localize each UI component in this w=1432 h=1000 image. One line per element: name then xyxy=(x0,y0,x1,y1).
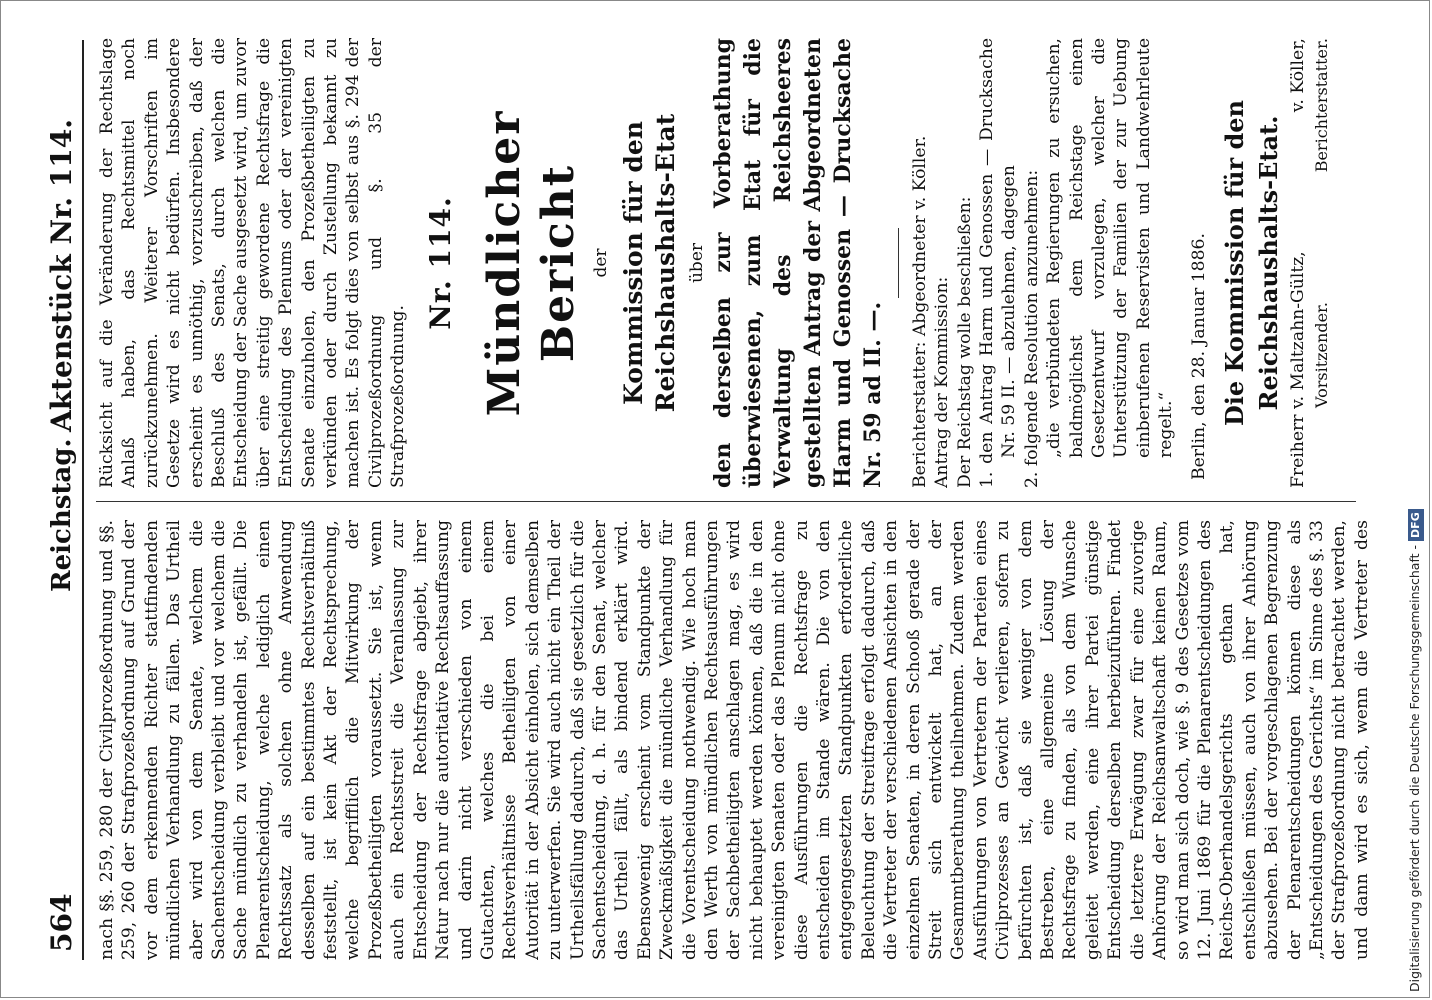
report-subject: den derselben zur Vorberathung überwiesenen, zum Etat für die Verwaltung des Reichsheeres gestellten Antrag der Abgeordneten Harm und Genossen — Drucksache Nr. 59 ad II. —. xyxy=(709,38,886,488)
motion-item-1: 1. den Antrag Harm und Genossen — Drucksache Nr. 59 II. — abzulehnen, dagegen xyxy=(976,38,1020,488)
resolution-text: „die verbündeten Regierungen zu ersuchen, baldmöglichst dem Reichstage einen Gesetzentwurf vorzulegen, welcher die Unterstützung der Familien der zur Uebung einberufenen Reservisten und Landwehrleute regelt.“ xyxy=(1044,38,1177,458)
header-aktenstueck: Aktenstück xyxy=(45,254,78,432)
report-number: Nr. 114. xyxy=(423,196,457,330)
chair-name: Freiherr v. Maltzahn-Gültz, xyxy=(1287,251,1308,488)
dfg-note-text: Digitalisierung gefördert durch die Deutsche Forschungsgemeinschaft - xyxy=(1407,544,1422,992)
word-der: der xyxy=(590,248,611,278)
column-divider xyxy=(96,501,1356,502)
report-title-block xyxy=(424,38,708,488)
section-rule xyxy=(898,228,899,298)
commission-title: Kommission für den Reichshaushalts-Etat xyxy=(618,113,680,413)
right-column xyxy=(96,38,1376,488)
header-source: Reichstag. xyxy=(47,438,77,592)
dfg-side-note xyxy=(1406,509,1424,992)
date-line: Berlin, den 28. Januar 1886. xyxy=(1188,233,1209,480)
motion-heading: Antrag der Kommission: xyxy=(932,276,953,488)
header-rule xyxy=(82,40,84,960)
motion-lead: Der Reichstag wolle beschließen: xyxy=(954,196,975,488)
word-ueber: über xyxy=(686,242,707,284)
rapporteur-line: Berichterstatter: Abgeordneter v. Köller. xyxy=(909,135,930,488)
header-document-number: Nr. 114. xyxy=(45,119,78,245)
motion-item-2: 2. folgende Resolution anzunehmen: xyxy=(1021,169,1042,488)
chair-signature xyxy=(1286,251,1334,488)
page-number: 564 xyxy=(45,893,78,952)
rapporteur-name: v. Köller, xyxy=(1287,38,1308,113)
left-paragraph-1: nach §§. 259, 280 der Civilprozeßordnung und §§. 259, 260 der Strafprozeßordnung auf Grund der vor dem erkennenden Richter stattfindenden mündlichen Verhandlung zu fällen. Das Urtheil aber wird von dem Senate, welchem die Sachentscheidung verbleibt und vor welchem die Sache mündlich zu verhandeln ist, gefällt. Die Plenarentscheidung, welche lediglich einen Rechtssatz als solchen ohne Anwendung desselben auf ein bestimmtes Rechtsverhältniß feststellt, ist kein Akt der Rechtsprechung, welche begrifflich die Mitwirkung der Prozeßbetheiligten voraussetzt. Sie ist, wenn auch ein Rechtsstreit die Veranlassung zur Entscheidung der Rechtsfrage abgiebt, ihrer Natur nach nur die autoritative Rechtsauffassung und darin nicht verschieden von einem Gutachten, welches die bei einem Rechtsverhältnisse Betheiligten von einer Autorität in der Absicht einholen, sich demselben zu unterwerfen. Sie wird auch nicht ein Theil der Urtheilsfällung dadurch, daß sie gesetzlich für die Sachentscheidung, d. h. für den Senat, welcher das Urtheil fällt, als bindend erklärt wird. Ebensowenig erscheint vom Standpunkte der Zweckmäßigkeit die mündliche Verhandlung für die Vorentscheidung nothwendig. Wie hoch man den Werth von mündlichen Rechtsausführungen der Sachbetheiligten anschlagen mag, es wird nicht behauptet werden können, daß die in den vereinigten Senaten oder das Plenum nicht ohne diese Ausführungen die Rechtsfrage zu entscheiden im Stande wären. Die von den entgegengesetzten Standpunkten erforderliche Beleuchtung der Streitfrage erfolgt dadurch, daß die Vertreter der verschiedenen Ansichten in den einzelnen Senaten, in deren Schooß gerade der Streit sich entwickelt hat, an der Gesammtberathung theilnehmen. Zudem werden Ausführungen von Vertretern der Parteien eines Civilprozesses an Gewicht verlieren, sofern zu befürchten ist, daß sie weniger von dem Bestreben, eine allgemeine Lösung der Rechtsfrage zu finden, als von dem Wunsche geleitet werden, eine ihrer Partei günstige Entscheidung derselben herbeizuführen. Findet die letztere Erwägung zwar für eine zuvorige Anhörung der Reichsanwaltschaft keinen Raum, so wird man sich doch, wie §. 9 des Gesetzes vom 12. Juni 1869 für die Plenarentscheidungen des Reichs-Oberhandelsgerichts gethan hat, entschließen müssen, auch von ihrer Anhörung abzusehen. Bei der vorgeschlagenen Begrenzung der Plenarentscheidungen können diese als „Entscheidungen des Gerichts“ im Sinne des §. 33 der Strafprozeßordnung nicht betrachtet werden, und dann wird es sich, wenn die Vertreter des xyxy=(97,520,1372,960)
signing-body: Die Kommission für den Reichshaushalts-Etat. xyxy=(1219,99,1283,427)
right-intro-paragraph: Rücksicht auf die Veränderung der Rechtslage Anlaß haben, das Rechtsmittel noch zurückzunehmen. Weiterer Vorschriften im Gesetze wird es nicht bedürfen. Insbesondere erscheint es unnöthig, vorzuschreiben, daß der Beschluß des Senats, durch welchen die Entscheidung der Sache ausgesetzt wird, um zuvor über eine streitig gewordene Rechtsfrage die Entscheidung des Plenums oder der vereinigten Senate einzuholen, den Prozeßbetheiligten zu verkünden oder durch Zustellung bekannt zu machen ist. Es folgt dies von selbst aus §. 294 der Civilprozeßordnung und §. 35 der Strafprozeßordnung. xyxy=(97,38,409,488)
signature-block xyxy=(1286,38,1342,488)
dfg-logo: DFG xyxy=(1408,509,1424,541)
motion-list xyxy=(976,38,1043,488)
chair-role: Vorsitzender. xyxy=(1311,301,1331,408)
left-column xyxy=(96,520,1376,960)
report-title: Mündlicher Bericht xyxy=(478,109,584,417)
header-document-label xyxy=(46,119,78,432)
rapporteur-role: Berichterstatter. xyxy=(1311,38,1331,173)
rapporteur-signature xyxy=(1286,38,1334,172)
